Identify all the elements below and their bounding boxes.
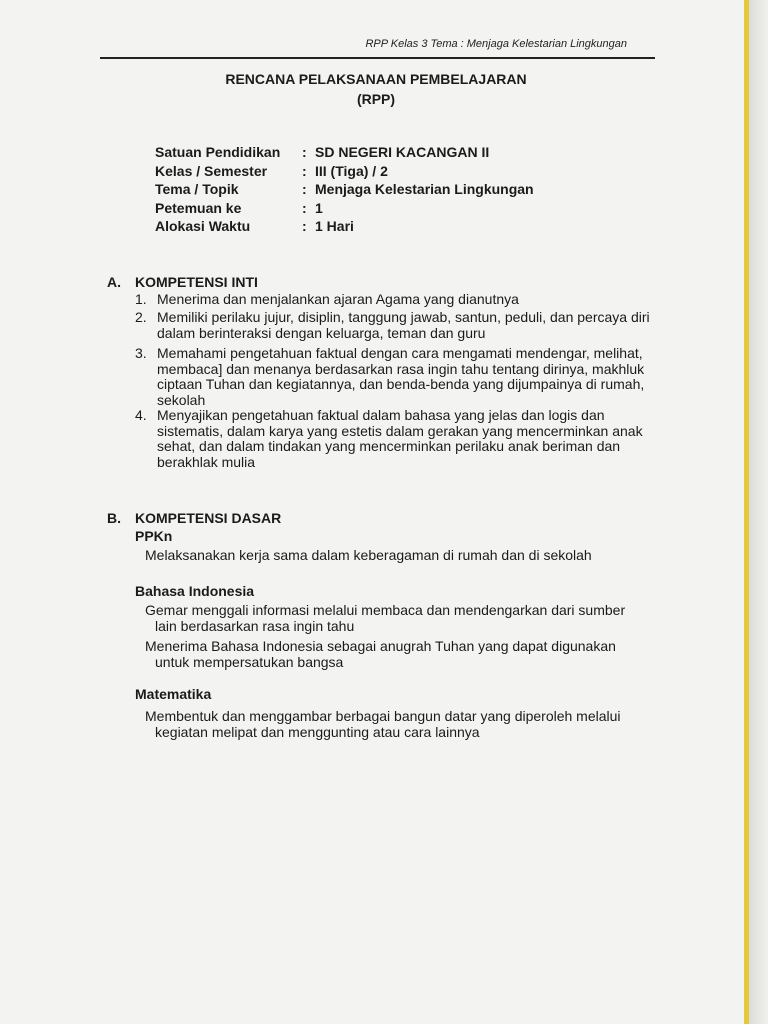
section-title: KOMPETENSI DASAR [135,510,282,526]
identity-label: Tema / Topik [155,181,239,197]
text-line: kegiatan melipat dan menggunting atau cara lainnya [155,724,480,740]
text-line: Memiliki perilaku jujur, disiplin, tanggung jawab, santun, peduli, dan percaya diri [157,309,650,325]
text-line: sekolah [157,392,206,409]
competency-text [145,708,621,740]
text-line: Membentuk dan menggambar berbagai bangun datar yang diperoleh melalui [145,708,621,724]
list-number: 3. [135,345,147,361]
competency-entry [145,602,625,634]
list-number: 2. [135,309,147,325]
running-header: RPP Kelas 3 Tema : Menjaga Kelestarian Lingkungan [365,38,627,50]
binder-shade [749,0,768,1024]
text-line: lain berdasarkan rasa ingin tahu [155,618,355,634]
section-marker: B. [107,510,121,526]
identity-value: Menjaga Kelestarian Lingkungan [315,181,534,197]
section-title: KOMPETENSI INTI [135,274,258,290]
text-line: ciptaan Tuhan dan kegiatannya, dan benda-benda yang dijumpainya di rumah, [157,376,645,393]
identity-label: Alokasi Waktu [155,218,251,234]
binder-edge [744,0,768,1024]
identity-value: III (Tiga) / 2 [315,162,388,179]
list-item-text [157,408,643,471]
section-b-heading [0,510,740,526]
identity-label: Satuan Pendidikan [155,144,281,160]
text-line: membaca] dan menanya berdasarkan rasa ingin tahu tentang dirinya, makhluk [157,360,645,377]
title-line-1: RENCANA PELAKSANAAN PEMBELAJARAN [225,71,527,87]
identity-label: Kelas / Semester [155,162,268,179]
identity-row [0,180,740,199]
text-line: Menyajikan pengetahuan faktual dalam bahasa yang jelas dan logis dan [157,407,605,423]
list-item-text [157,292,519,308]
list-item-text [157,346,644,409]
identity-label: Petemuan ke [155,199,242,216]
identity-value: SD NEGERI KACANGAN II [315,144,490,160]
subject-heading-bahasa-indonesia: Bahasa Indonesia [135,583,255,599]
section-a-heading [0,274,740,290]
identity-value: 1 [315,199,323,216]
competency-entry [145,547,592,563]
identity-separator: : [302,144,307,160]
list-number: 4. [135,407,147,423]
competency-text [145,638,616,670]
identity-row [0,217,740,236]
text-line: Menerima Bahasa Indonesia sebagai anugrah Tuhan yang dapat digunakan [145,638,616,654]
text-line: Menerima dan menjalankan ajaran Agama yang dianutnya [157,291,519,307]
title-line-2: (RPP) [356,91,396,107]
text-line: berakhlak mulia [157,454,256,471]
identity-separator: : [302,218,307,234]
list-item-text [157,310,650,341]
text-line: Gemar menggali informasi melalui membaca dan mendengarkan dari sumber [145,602,626,618]
competency-text [145,602,625,634]
identity-separator: : [302,199,307,216]
text-line: Melaksanakan kerja sama dalam keberagaman di rumah dan di sekolah [145,547,592,563]
competency-entry [145,638,616,670]
identity-row [0,162,740,181]
identity-row [0,143,740,162]
identity-separator: : [302,181,307,197]
document-title [0,69,752,109]
competency-entry [145,708,621,740]
text-line: sistematis, dalam karya yang estetis dalam gerakan yang mencerminkan anak [157,422,643,439]
subject-heading-ppkn: PPKn [135,528,173,544]
identity-separator: : [302,162,307,179]
identity-table [0,143,740,236]
identity-row [0,199,740,218]
header-rule [100,57,655,59]
identity-value: 1 Hari [315,218,354,234]
subject-heading-matematika: Matematika [135,686,212,702]
text-line: dalam berinteraksi dengan keluarga, teman dan guru [157,324,486,341]
section-marker: A. [107,274,121,290]
text-line: untuk mempersatukan bangsa [155,654,344,670]
text-line: Memahami pengetahuan faktual dengan cara mengamati mendengar, melihat, [157,345,643,361]
competency-text [145,547,592,563]
list-number: 1. [135,291,147,307]
text-line: sehat, dan dalam tindakan yang mencerminkan perilaku anak beriman dan [157,438,621,455]
